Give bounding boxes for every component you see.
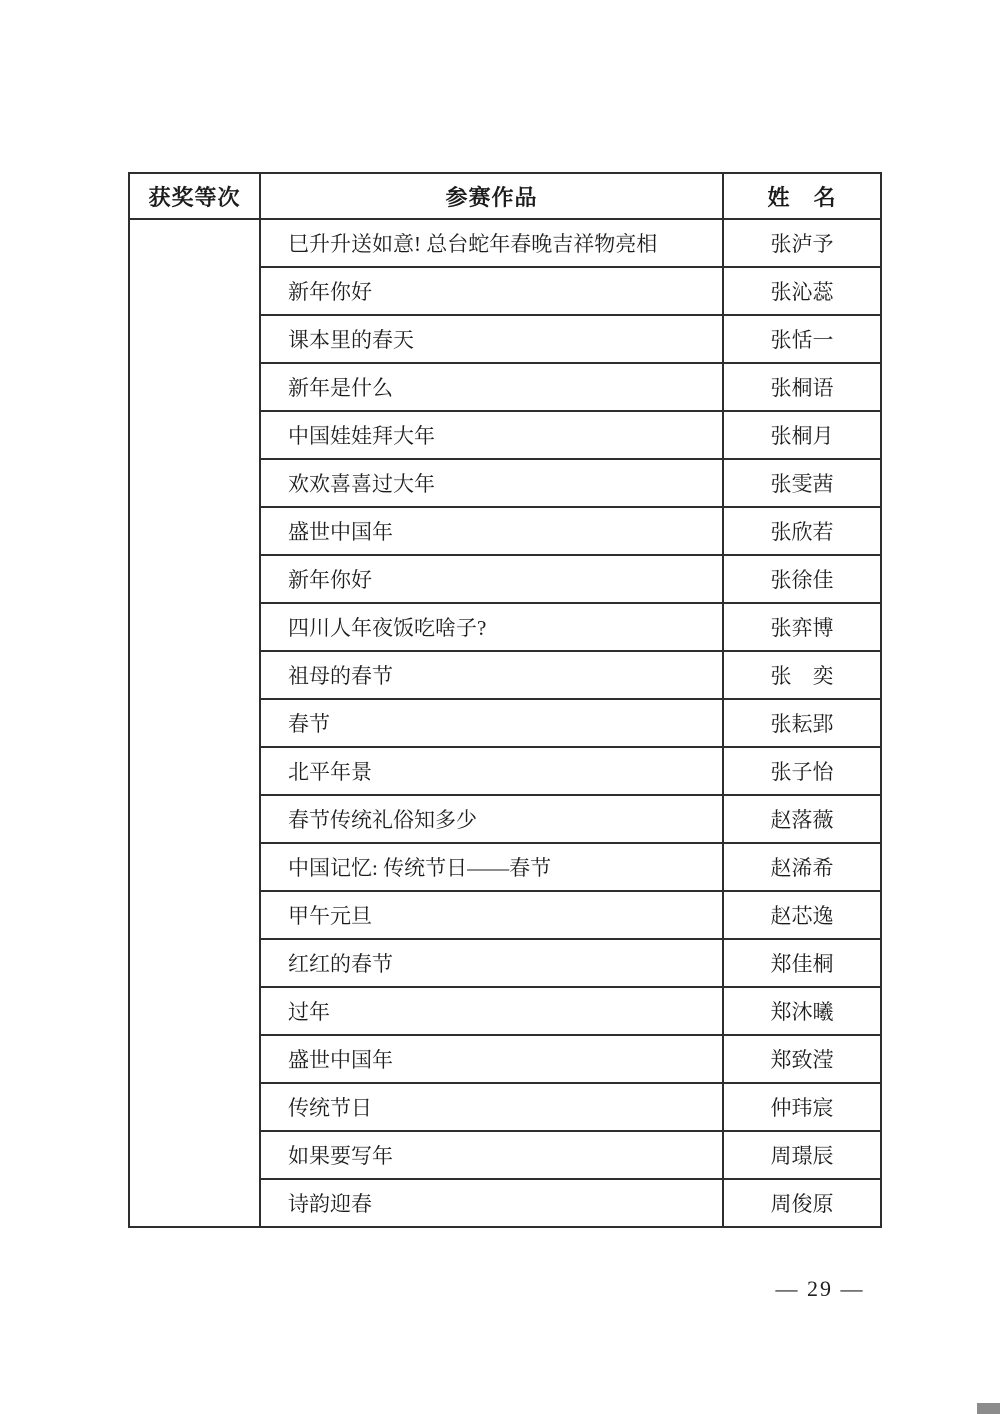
header-award-level: 获奖等次 (129, 173, 260, 219)
entry-title-cell: 过年 (260, 987, 723, 1035)
name-cell: 张子怡 (723, 747, 881, 795)
entry-title-cell: 新年你好 (260, 555, 723, 603)
entry-title-cell: 传统节日 (260, 1083, 723, 1131)
name-cell: 周俊原 (723, 1179, 881, 1227)
entry-title-cell: 四川人年夜饭吃啥子? (260, 603, 723, 651)
name-cell: 周璟辰 (723, 1131, 881, 1179)
entry-title-cell: 诗韵迎春 (260, 1179, 723, 1227)
name-cell: 张桐月 (723, 411, 881, 459)
entry-title-cell: 新年是什么 (260, 363, 723, 411)
name-cell: 赵落薇 (723, 795, 881, 843)
entry-title-cell: 巳升升送如意! 总台蛇年春晚吉祥物亮相 (260, 219, 723, 267)
name-cell: 郑沐曦 (723, 987, 881, 1035)
name-cell: 赵浠希 (723, 843, 881, 891)
entry-title-cell: 课本里的春天 (260, 315, 723, 363)
name-cell: 张恬一 (723, 315, 881, 363)
entry-title-cell: 盛世中国年 (260, 1035, 723, 1083)
name-cell: 张桐语 (723, 363, 881, 411)
name-cell: 张耘郢 (723, 699, 881, 747)
name-cell: 张泸予 (723, 219, 881, 267)
name-cell: 赵芯逸 (723, 891, 881, 939)
scan-artifact-corner (977, 1403, 1000, 1414)
name-cell: 张欣若 (723, 507, 881, 555)
name-cell: 张雯茜 (723, 459, 881, 507)
page-number: — 29 — (775, 1276, 865, 1301)
name-cell: 张弈博 (723, 603, 881, 651)
entry-title-cell: 中国娃娃拜大年 (260, 411, 723, 459)
name-cell: 郑致滢 (723, 1035, 881, 1083)
entry-title-cell: 中国记忆: 传统节日——春节 (260, 843, 723, 891)
award-level-cell (129, 219, 260, 1227)
table-row (129, 219, 881, 267)
entry-title-cell: 北平年景 (260, 747, 723, 795)
entry-title-cell: 红红的春节 (260, 939, 723, 987)
entry-title-cell: 祖母的春节 (260, 651, 723, 699)
entry-title-cell: 新年你好 (260, 267, 723, 315)
name-cell: 张徐佳 (723, 555, 881, 603)
name-cell: 仲玮宸 (723, 1083, 881, 1131)
entry-title-cell: 欢欢喜喜过大年 (260, 459, 723, 507)
name-cell: 郑佳桐 (723, 939, 881, 987)
header-name: 姓 名 (723, 173, 881, 219)
table-header-row (129, 173, 881, 219)
name-cell: 张沁蕊 (723, 267, 881, 315)
entry-title-cell: 如果要写年 (260, 1131, 723, 1179)
entry-title-cell: 甲午元旦 (260, 891, 723, 939)
entry-title-cell: 春节传统礼俗知多少 (260, 795, 723, 843)
entry-title-cell: 春节 (260, 699, 723, 747)
award-table (128, 172, 882, 1228)
name-cell: 张 奕 (723, 651, 881, 699)
entry-title-cell: 盛世中国年 (260, 507, 723, 555)
header-entry-title: 参赛作品 (260, 173, 723, 219)
